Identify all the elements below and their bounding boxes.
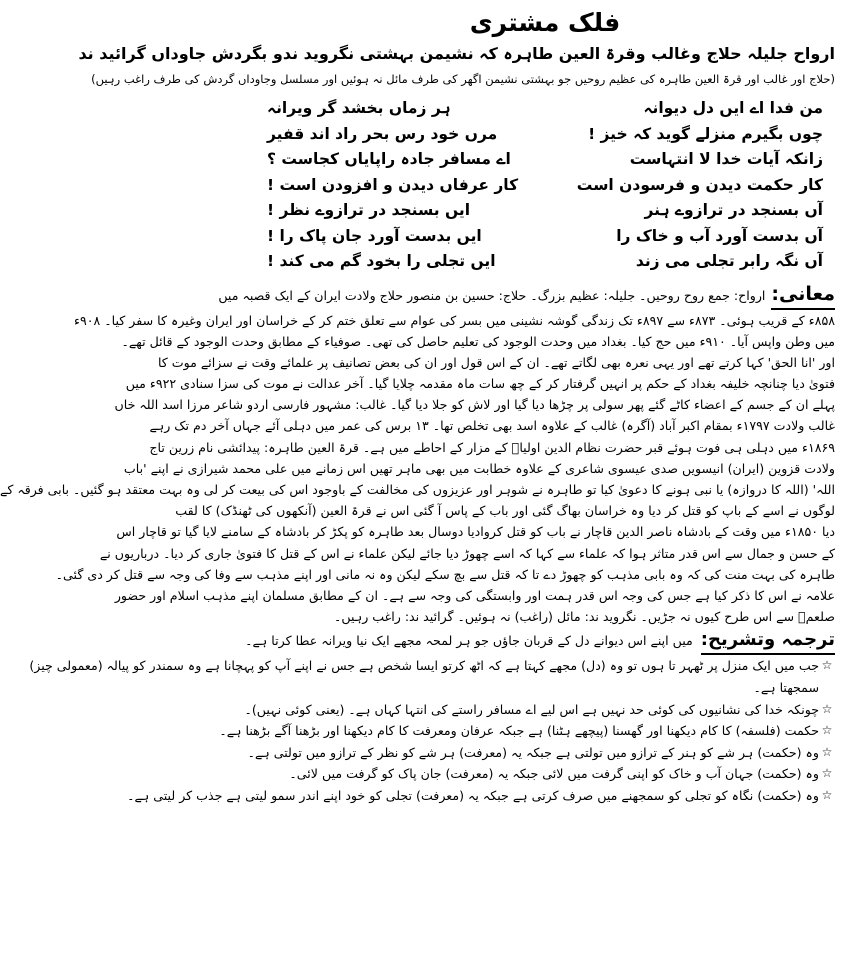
maani-heading: معانی:: [771, 281, 835, 310]
maani-section: [0, 281, 835, 628]
tarjuma-section: [29, 627, 835, 806]
verse-first: کار حکمت دیدن و فرسودن است: [576, 175, 823, 194]
star-bullet-icon: ☆: [821, 744, 833, 759]
verse-second: ایں بدست آورد جان پاک را !: [267, 226, 482, 245]
page-title: فلک مشتری: [469, 8, 621, 37]
verse-second: ایں تجلی را بخود گم می کند !: [267, 252, 496, 270]
maani-line: ولادت قزوین (ایران) انیسویں صدی عیسوی شاعری کے علاوہ خطابت میں بھی ماہر تھیں اس زمانے میں علی محمد شیرازی نے اپنے 'باب: [123, 460, 835, 476]
intro-line: ارواح جلیلہ حلاج وغالب وقرۃ العین طاہرہ کہ نشیمن بہشتی نگروید ندو بگردش جاوداں گرائید ند: [78, 44, 835, 63]
verse-second: مرں خود رس بحر راد اند قفیر: [267, 124, 498, 143]
tarjuma-heading: ترجمہ وتشریح:: [701, 627, 835, 655]
maani-line: لوگوں نے اسے کے باپ کو قتل کر دیا وہ خراسان بھاگ گئی اور باب کے پاس آ گئی اس نے قرۃ العین (آنکھوں کی ٹھنڈک) کا لقب: [175, 503, 835, 519]
tarjuma-first-line: میں اپنے اس دیوانے دل کے قربان جاؤں جو ہر لمحہ مجھے ایک نیا ویرانہ عطا کرتا ہے۔: [245, 633, 693, 649]
star-bullet-icon: ☆: [821, 723, 833, 738]
star-bullet-icon: ☆: [821, 787, 833, 802]
intro-note: (حلاج اور غالب اور قرۃ العین طاہرہ کی عظیم روحیں جو بہشتی نشیمن اگھر کی طرف مائل نہ ہوئیں اور مسلسل وجاوداں گردش کی طرف راغب رہیں): [91, 72, 835, 86]
verse-row: [267, 147, 823, 173]
maani-line: غالب ولادت ۱۷۹۷ء بمقام اکبر آباد (آگرہ) غالب کے علاوہ اسد بھی تخلص تھا۔ ۱۳ برس کی عمر میں دہلی آئے جہاں آخر دم تک رہے: [149, 418, 835, 434]
verse-first: آں بدست آورد آب و خاک را: [616, 226, 823, 245]
list-item: [255, 763, 835, 785]
maani-line: ارواح: جمع روح روحیں۔ جلیلہ: عظیم بزرگ۔ حلاج: حسین بن منصور حلاج ولادت ایران کے ایک قصبہ میں: [218, 287, 766, 303]
maani-line: پہلے ان کے جسم کے اعضاء کاٹے گئے پھر سولی پر چڑھا دیا گیا اور لاش کو جلا دیا گیا۔ غالب: مشہور فارسی اردو شاعر مرزا اسد اللہ خاں: [114, 397, 835, 413]
list-item-text: سمجھتا ہے۔: [753, 679, 819, 695]
verse-block: [267, 96, 823, 275]
verse-row: [267, 173, 823, 199]
star-bullet-icon: ☆: [821, 766, 833, 781]
maani-line: فتویٰ دیا چنانچہ خلیفہ بغداد کے حکم پر انہیں گرفتار کر کے چھ سات ماہ مقدمہ چلایا گیا۔ آخر عدالت نے موت کی سزا سنادی ۹۲۲ء میں: [125, 376, 835, 392]
verse-second: ایں بسنجد در ترازوے نظر !: [267, 201, 471, 219]
list-item-continued: [255, 677, 835, 699]
verse-second: ہر زماں بخشد گر ویرانہ: [267, 99, 451, 117]
maani-line: طاہرہ کی بہت منت کی کہ وہ بابی مذہب کو چھوڑ دے تا کہ قتل سے بچ سکے لیکن وہ نہ مانی اور اپنے مذہب سے وفا کی وجہ سے قتل کر دی گئی۔: [55, 566, 835, 582]
verse-row: [267, 249, 823, 275]
maani-line: میں وطن واپس آیا۔ ۹۱۰ء میں حج کیا۔ بغداد میں وحدت الوجود کی تعلیم حاصل کی تھی۔ صوفیاء کے مطابق وحدت الوجود کے قائل تھے۔: [121, 333, 835, 349]
verse-row: [267, 122, 823, 148]
maani-line: اللہ' (اللہ کا دروازہ) یا نبی ہونے کا دعویٰ کیا تو طاہرہ نے شوہر اور عزیزوں کی مخالفت کے باوجود اس کی بیعت کر لی وہ بہت معتقد ہو گئیں۔ بابی فرقہ کے: [0, 482, 835, 497]
list-item-text: حکمت (فلسفہ) کا کام دیکھنا اور گھسنا (پیچھے ہٹنا) ہے جبکہ عرفان ومعرفت کا کام دیکھنا اور بڑھنا آگے بڑھنا ہے۔: [219, 723, 819, 739]
star-bullet-icon: ☆: [821, 701, 833, 716]
list-item: [247, 742, 835, 764]
list-item: [219, 720, 835, 742]
maani-line: علامہ نے اس کا ذکر کیا ہے جس کی وجہ اس قدر ہمت اور وابستگی کی وجہ سے ہے۔ ان کے مطابق مسلمان اپنے مذہب اسلام اور حضور: [114, 587, 835, 603]
maani-line: ۸۵۸ء کے قریب ہوئی۔ ۸۷۳ء سے ۸۹۷ء تک زندگی گوشہ نشینی میں بسر کی عوام سے تعلق ختم کر کے خراسان اور ایران وغیرہ کا سفر کیا۔ ۹۰۸ء: [74, 312, 835, 328]
list-item-text: وہ (حکمت) ہر شے کو ہنر کے ترازو میں تولتی ہے جبکہ یہ (معرفت) ہر شے کو نظر کے ترازو میں تولتی ہے۔: [247, 744, 819, 760]
verse-first: آں نگہ رابر تجلی می زند: [635, 252, 823, 270]
verse-first: زانکہ آیات خدا لا انتہاست: [629, 150, 823, 168]
list-item: [127, 785, 835, 807]
maani-line: ۱۸۶۹ء میں دہلی ہی فوت ہوئے قبر حضرت نظام الدین اولیاؒ کے مزار کے احاطے میں ہے۔ قرۃ العین طاہرہ: پیدائشی نام زرین تاج: [149, 439, 835, 455]
verse-second: کار عرفاں دیدن و افزودن است !: [267, 175, 519, 194]
verse-row: [267, 96, 823, 122]
tarjuma-heading-row: [245, 627, 835, 655]
list-item: [244, 699, 835, 721]
verse-row: [267, 198, 823, 224]
maani-heading-row: [218, 281, 835, 310]
maani-line: اور 'انا الحق' کہا کرتے تھے اور یہی نعرہ بھی لگاتے تھے۔ ان کے اس قول اور ان کی بعض تصانیف پر علمائے وقت نے سزائے موت کا: [157, 354, 835, 370]
verse-second: اے مسافر جادہ راپایاں کجاست ؟: [267, 150, 511, 168]
verse-row: [267, 224, 823, 250]
star-bullet-icon: ☆: [821, 658, 833, 673]
list-item-text: جب میں ایک منزل پر ٹھہر تا ہوں تو وہ (دل) مجھے کہتا ہے کہ اٹھ کرتو ایسا شخص ہے جس نے اپنے آپ کو پہچانا ہے وہ سمندر کو پیالہ (معمولی چیز): [29, 658, 819, 674]
maani-line: کے حسن و جمال سے اس قدر متاثر ہوا کہ علماء سے کہا کہ اسے چھوڑ دیا جائے لیکن علماء نے اس کے قتل کا فتویٰ جاری کر دیا۔ درباریوں نے: [99, 545, 835, 561]
maani-line: صلعمؐ سے اس طرح کیوں نہ جڑیں۔ نگروید ند: مائل (راغب) نہ ہوئیں۔ گرائید ند: راغب رہیں۔: [334, 609, 835, 625]
verse-first: آں بسنجد در ترازوے ہنر: [644, 201, 823, 219]
list-item-text: وہ (حکمت) نگاہ کو تجلی کو سمجھنے میں صرف کرتی ہے جبکہ یہ (معرفت) تجلی کو خود اپنے اندر سمو لیتی ہے جذب کر لیتی ہے۔: [127, 787, 819, 803]
list-item: [29, 655, 835, 677]
verse-first: چوں بگیرم منزلے گوید کہ خیز !: [588, 124, 823, 143]
list-item-text: چونکہ خدا کی نشانیوں کی کوئی حد نہیں ہے اس لیے اے مسافر راستے کی انتہا کہاں ہے۔ (یعنی کوئی نہیں)۔: [244, 701, 819, 717]
maani-line: دیا ۱۸۵۰ء میں وقت کے بادشاہ ناصر الدین قاچار نے باب کو قتل کروادیا دوسال بعد طاہرہ کو پکڑ کر بادشاہ کے سامنے لایا گیا تو قاچار اس: [116, 524, 835, 540]
verse-first: من فدا اے ایں دل دیوانہ: [643, 99, 823, 117]
list-item-text: وہ (حکمت) جہان آب و خاک کو اپنی گرفت میں لائی جبکہ یہ (معرفت) جان پاک کو گرفت میں لائی۔: [289, 766, 819, 782]
